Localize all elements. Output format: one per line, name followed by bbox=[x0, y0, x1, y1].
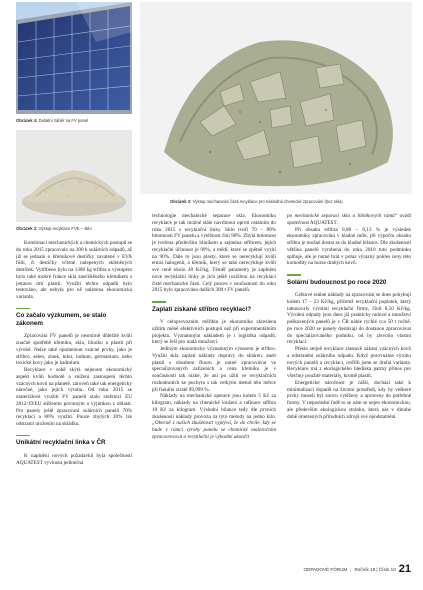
solar-panel-photo bbox=[16, 2, 132, 114]
paragraph: Energetické náročnost je nižší, dochází také k minimalizaci dopadů na životní prostředí, kdy by veškeré prvky museli být znovu vytěženy a upraveny do potřebné formy. V neposlední řadě to se nám se nejen ekonomickou, ale především ekologickou stránku, která nás v dlouhé době omezených přírodních zdrojů své opodstatnění. bbox=[287, 379, 411, 420]
article-column-3 bbox=[287, 213, 411, 420]
page-number: 21 bbox=[398, 563, 411, 575]
section-heading: Unikátní recyklační linka v ČR bbox=[16, 435, 132, 447]
section-heading: Zaplatí získané stříbro recyklaci? bbox=[152, 301, 276, 313]
paragraph: technologie mechanické separace skla. Ekonomiku recyklace je tak možné stále navrhnout oproti ostatním do roku 2015 s recyklační linky. Sklo tvoří 70 – 80% hmotnosti FV panelu a výtěžnost činí 90%. Zbylá hmotnost je tvořena především hliníkem a zejména stříbrem, jejich recyklační účinnost je 99%, a mědí, které se zpětně vyzítí na 90%. Dále to jsou plasty, které se nerecyklují kvůli emisi halogenů, a křemík, který se také nerecykluje kvůli své ceně okolo 40 Kč/kg. Téměř parametry je zaplnění nové recyklační linky je jich ještě rozžíření na recyklaci čisté mechanické části. Celý proces v současnosti do roku 2015 bylo zpracováno dalších 300 t FV panelů. bbox=[152, 213, 276, 294]
shredded-material-illustration bbox=[140, 2, 412, 194]
paragraph: K naplnění nových požadavků byla společností AQUATEST vyvinuta jedinečná bbox=[16, 453, 132, 466]
paragraph: Přesto stejně recyklace zlastavě zákaní vzácných kovů a odstranění solárního odpadu. Když porovnáme výrobu nových panelů a recyklaci, ověřili jsme se druhá varianta. Recyklace má z ekologického hlediska patrný přínos pro všechny použité materiály, kromě plastů. bbox=[287, 346, 411, 380]
figure-2-caption: Obrázek 2: Výstup recyklace FVE – sklo bbox=[16, 226, 92, 231]
paragraph: Recyklace v sobě skýtá nejenom ekonomický aspekt kvůli hodnotě a snížení zastoupení těchto vzácných kovů na planetě, zároveň také tak energeticky náročné, jako jejich výroba. Od roku 2015 se materiálové využití FV panelů stalo směrnicí EU 2012/19/EU stěžením povinným a výjimkou z oblasti. Pro panely ještě zpracovaní solárních panelů 70% recyklaci a 80% využití. Pouze zbylých 20% lze odstranit uložením na skládku. bbox=[16, 367, 132, 428]
paragraph: Náklady na mechanické operace jsou kolem 5 Kč za kilogram, náklady na chemické loužení a rafinace stříbra 10 Kč za kilogram. Výslední bilance tedy dle prvních zkušeností náklady provozu za tyto metody na jedno kilo. „Obecně z našich zkušeností vyplývá, že do chvíle, kdy se bude v rámci výroby panelu se chemické maloročním zpracovnvovat a recyklační je výhodné ukončit bbox=[152, 393, 276, 440]
section-heading: Co začalo výzkumem, se stalo zákonem bbox=[16, 308, 132, 328]
paragraph: V celoprovozním měřítku je ekonomika zkreslena užitím méně efektivních postupů než při experimentálním projektu. Významným nákladem je i logistika odpadů, který se řeší pro malá množství. bbox=[152, 319, 276, 346]
section-heading: Solární budoucnost po roce 2020 bbox=[287, 274, 411, 286]
page-footer: ODPADOVÉ FÓRUM | Ročník 19 | Číslo 10 21 bbox=[303, 563, 411, 575]
paragraph: po mechanické separaci skla a hliníkových rámů“ uvádí společnost AQUATEST. bbox=[287, 213, 411, 226]
paragraph: Při obsahu stříbra 0,08 – 0,13 % je výsledek ekonomiky zpracování v kladné míře, při výpočtu obsahu stříbra je možné dostat se do kladné bilance. Dle zkušeností většina panelů vyrobená do roku 2010 tuto podmínku splňuje, ale je nutné brát v potaz výrazný pokles ceny této komodity na burze drahých kovů. bbox=[287, 226, 411, 267]
article-column-2 bbox=[152, 213, 276, 441]
magazine-name: ODPADOVÉ FÓRUM bbox=[303, 566, 348, 572]
paragraph: Zpracování FV panelů je nesmírně důležité kvůli značné spotřebě křemíku, skla, hliníku a plastů při výrobě. Nelze také opomenout vzácné prvky, jako je stříbro, selen, zinek, telur, indium, germanium, nebo toxické kovy jako je kadmium. bbox=[16, 333, 132, 367]
glass-output-photo bbox=[16, 130, 132, 222]
issue-info: Ročník 19 | Číslo 10 bbox=[354, 566, 396, 572]
glass-pile-illustration bbox=[16, 130, 132, 222]
article-column-1 bbox=[16, 240, 132, 467]
paragraph: Kombinací mechanických a chemických postupů se do roku 2015 zpracovalo na 300 k solárních odpadů, až již se jednalo o křemíkové destičky zavatené v EVA fólii, či destičky včetně nalepených skleněných destiček. Vytříbeno bylo na 1300 kg stříbra a výstupem bylo také mokré frakce skla znečištěného křemíkem s jemnou drtí plastů. Využití těchto odpadů bylo testováno, ale nebyla pro ně nalezena ekonomická varianta. bbox=[16, 240, 132, 300]
paragraph: Celkové reálné náklady na zpracování se dnes pohybují kolem 17 – 23 Kč/kg, přičemž recyklační poplatek, který tabusovaly výrobní recyklační firmy, činil 8,50 Kč/kg. Výrobní odpady jsou dnes již prakticky nulové a množství poškozených panelů je v ČR náhle rychlé cca 50 t ročně, po roce 2020 se panely dostávají do dostanou zpracovávat do specializovaného podniku, od by zlevnilo vlastní recyklací. bbox=[287, 292, 411, 346]
paragraph: Jediným ekonomicky významným výnosem je stříbro. Využití skla zaplatí náklady dopravy do skláren, aneb plastů s obsahem fluoru je nutné zpracovávat ve specializovaných zařízeních a cena křemíku je v současnosti tak nízké, že ani po užití ve recyklačních rozhodnutích ke pochytu s tak velkými metod této měrce při fiskální ztrátě 99,999 %. bbox=[152, 346, 276, 393]
figure-4-caption: Obrázek 4: Detailní záběr na FV panel bbox=[16, 118, 89, 123]
figure-3-caption: Obrázek 3: Výstup mechanické části recyklace pro následné chemické zpracování (bez skla) bbox=[170, 199, 343, 204]
mechanical-output-photo bbox=[140, 2, 412, 194]
solar-panel-illustration bbox=[16, 2, 132, 114]
